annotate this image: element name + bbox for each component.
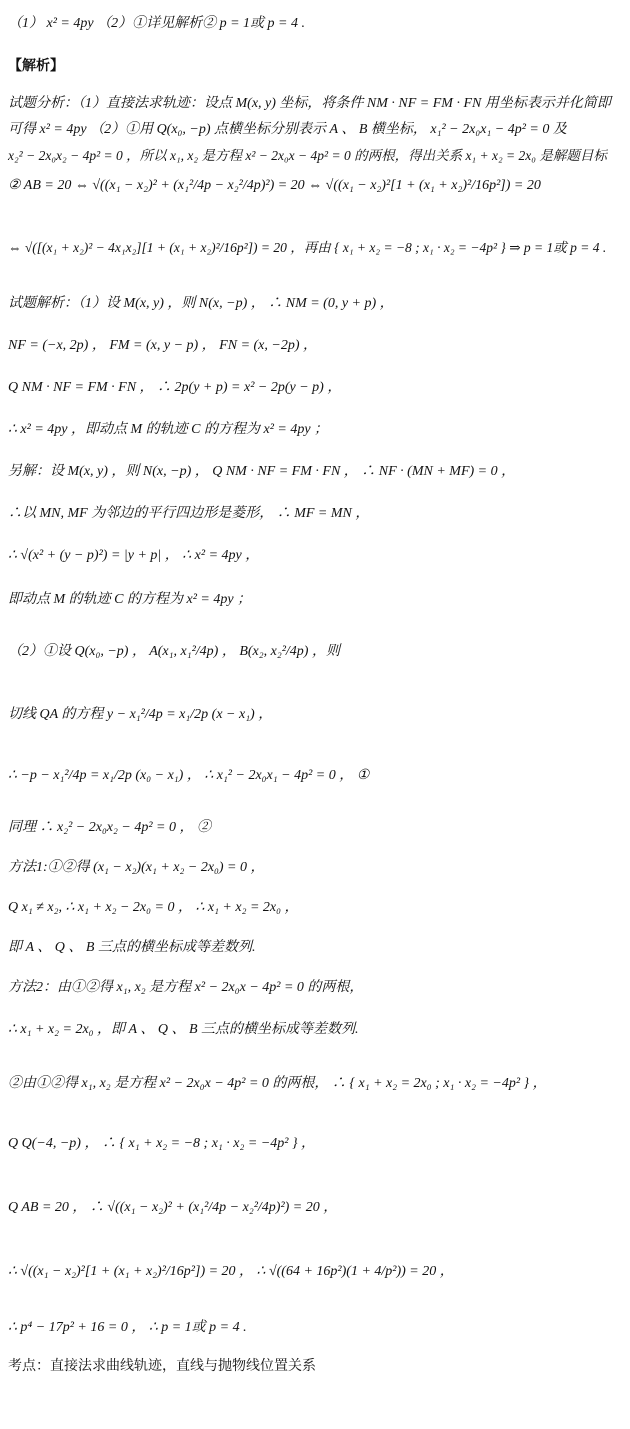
solution-line-2: NF = (−x, 2p) ， FM = (x, y − p) ， FN = (x, −2p) ，: [8, 338, 318, 353]
solution-line-15: 即 A 、 Q 、 B 三点的横坐标成等差数列.: [8, 940, 256, 955]
analysis-line-1: 试题分析：（1）直接法求轨迹：设点 M(x, y) 坐标，将条件 NM · NF = FM · FN 用坐标表示并化简即: [8, 96, 611, 111]
solution-line-4: ∴ x² = 4py ，即动点 M 的轨迹 C 的方程为 x² = 4py ；: [8, 422, 329, 437]
solution-line-1: 试题解析：（1）设 M(x, y) ，则 N(x, −p) ， ∴ NM = (0, y + p) ，: [8, 296, 394, 311]
solution-line-22: ∴ p⁴ − 17p² + 16 = 0 ， ∴ p = 1或 p = 4 .: [8, 1320, 247, 1335]
solution-line-3: Q NM · NF = FM · FN ， ∴ 2p(y + p) = x² − 2p(y − p) ，: [8, 380, 342, 395]
kaodian-line: 考点：直接法求曲线轨迹，直线与抛物线位置关系: [8, 1358, 316, 1374]
solution-line-13: 方法1:①②得 (x₁ − x₂)(x₁ + x₂ − 2x₀) = 0 ，: [8, 860, 265, 875]
solution-line-19: Q Q(−4, −p) ， ∴ { x₁ + x₂ = −8 ; x₁ · x₂ = −4p² } ，: [8, 1136, 316, 1151]
solution-line-20: Q AB = 20 ， ∴ √((x₁ − x₂)² + (x₁²/4p − x₂²/4p)²) = 20 ，: [8, 1200, 338, 1215]
solution-line-9: （2）①设 Q(x₀, −p) ， A(x₁, x₁²/4p) ， B(x₂, x₂²/4p) ，则: [8, 644, 340, 659]
solution-line-17: ∴ x₁ + x₂ = 2x₀ ，即 A 、 Q 、 B 三点的横坐标成等差数列.: [8, 1022, 359, 1037]
solution-line-8: 即动点 M 的轨迹 C 的方程为 x² = 4py ；: [8, 592, 252, 607]
solution-line-10: 切线 QA 的方程 y − x₁²/4p = x₁/2p (x − x₁) ，: [8, 707, 273, 722]
analysis-line-4: ② AB = 20 ⇔ √((x₁ − x₂)² + (x₁²/4p − x₂²/4p)²) = 20 ⇔ √((x₁ − x₂)²[1 + (x₁ + x₂)²/16p²]) = 20: [8, 178, 541, 193]
solution-line-11: ∴ −p − x₁²/4p = x₁/2p (x₀ − x₁) ， ∴ x₁² − 2x₀x₁ − 4p² = 0 ， ①: [8, 768, 370, 783]
solution-line-7: ∴ √(x² + (y − p)²) = |y + p| ， ∴ x² = 4py ，: [8, 548, 260, 563]
section-header: 【解析】: [8, 58, 64, 74]
solution-line-6: ∴以 MN, MF 为邻边的平行四边形是菱形， ∴ MF = MN ，: [8, 506, 370, 521]
solution-line-16: 方法2：由①②得 x₁, x₂ 是方程 x² − 2x₀x − 4p² = 0 的两根，: [8, 980, 364, 995]
solution-line-18: ②由①②得 x₁, x₂ 是方程 x² − 2x₀x − 4p² = 0 的两根， ∴ { x₁ + x₂ = 2x₀ ; x₁ · x₂ = −4p² } ，: [8, 1076, 547, 1091]
solution-line-12: 同理 ∴ x₂² − 2x₀x₂ − 4p² = 0 ， ②: [8, 820, 211, 835]
answer-line: （1） x² = 4py （2）①详见解析② p = 1或 p = 4 .: [8, 16, 305, 31]
analysis-line-5: ⇔ √([(x₁ + x₂)² − 4x₁x₂][1 + (x₁ + x₂)²/16p²]) = 20 ，再由 { x₁ + x₂ = −8 ; x₁ · x₂ = −4p² } ⇒ p = 1或 p = 4 .: [8, 240, 607, 255]
analysis-line-3: x₂² − 2x₀x₂ − 4p² = 0 ，所以 x₁, x₂ 是方程 x² − 2x₀x − 4p² = 0 的两根，得出关系 x₁ + x₂ = 2x₀ 是解题目标: [8, 148, 607, 163]
analysis-line-2: 可得 x² = 4py （2）①用 Q(x₀, −p) 点横坐标分别表示 A 、 B 横坐标， x₁² − 2x₀x₁ − 4p² = 0 及: [8, 122, 567, 137]
solution-line-14: Q x₁ ≠ x₂, ∴ x₁ + x₂ − 2x₀ = 0 ， ∴ x₁ + x₂ = 2x₀ ，: [8, 900, 299, 915]
solution-line-21: ∴ √((x₁ − x₂)²[1 + (x₁ + x₂)²/16p²]) = 20 ， ∴ √((64 + 16p²)(1 + 4/p²)) = 20 ，: [8, 1264, 454, 1279]
solution-line-5: 另解：设 M(x, y) ，则 N(x, −p) ， Q NM · NF = FM · FN ， ∴ NF · (MN + MF) = 0 ，: [8, 464, 516, 479]
